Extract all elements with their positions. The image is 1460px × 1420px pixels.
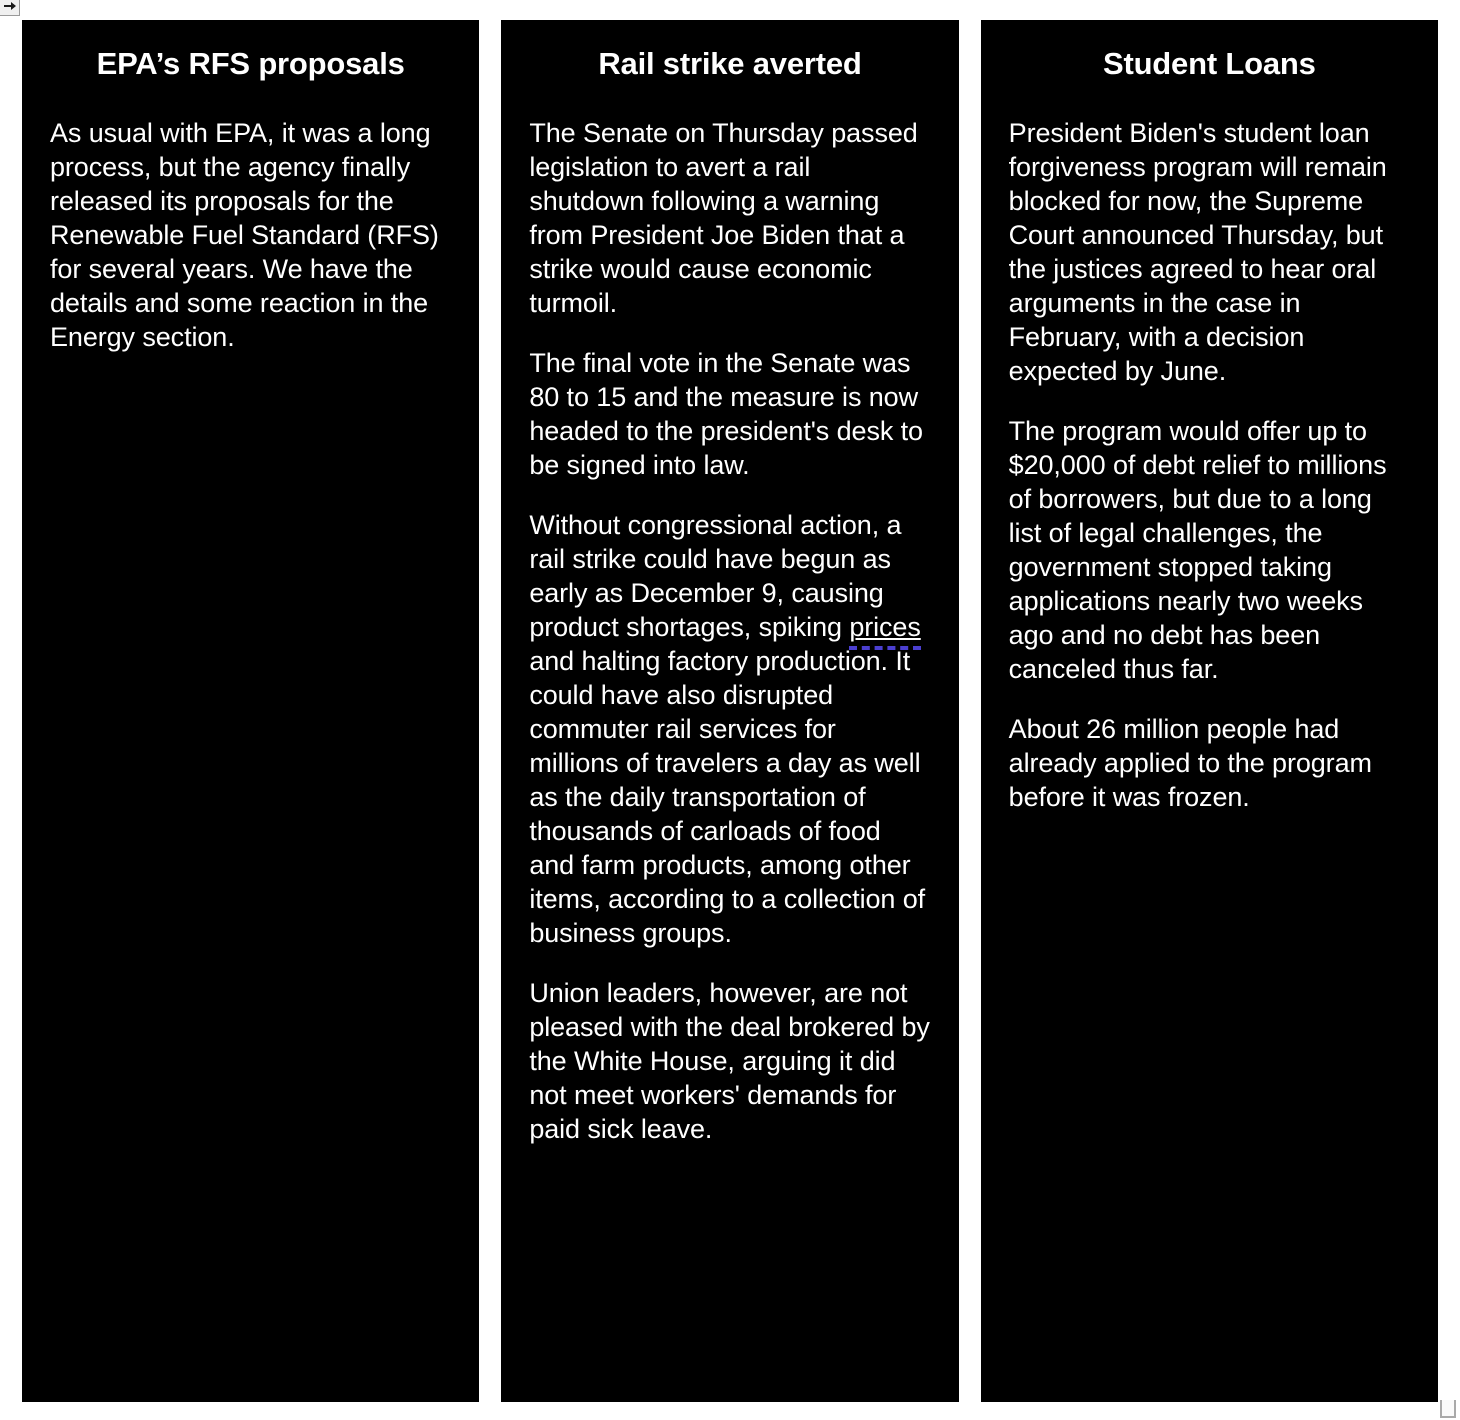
card-body <box>50 116 451 354</box>
paragraph-text: About 26 million people had already applied to the program before it was frozen. <box>1008 713 1372 812</box>
paragraph-loans-p2 <box>1009 414 1410 686</box>
paragraph-text: Without congressional action, a rail strike could have begun as early as December 9, causing product shortages, spiking <box>529 509 902 642</box>
arrow-right-icon <box>3 0 17 13</box>
paragraph-rail-p1 <box>529 116 930 320</box>
tab-indicator[interactable] <box>0 0 20 16</box>
paragraph-loans-p1 <box>1009 116 1410 388</box>
card-body <box>529 116 930 1146</box>
paragraph-rail-p4 <box>529 976 930 1146</box>
paragraph-text: The Senate on Thursday passed legislation to avert a rail shutdown following a warning from President Joe Biden that a strike would cause economic turmoil. <box>529 117 918 318</box>
paragraph-text: As usual with EPA, it was a long process, but the agency finally released its proposals for the Renewable Fuel Standard (RFS) for several years. We have the details and some reaction in the Energy section. <box>50 117 439 352</box>
card-title: EPA’s RFS proposals <box>96 46 405 81</box>
card-title: Rail strike averted <box>598 46 862 81</box>
paragraph-text: President Biden's student loan forgiveness program will remain blocked for now, the Supreme Court announced Thursday, but the justices agreed to hear oral arguments in the case in February, with a decision expected by June. <box>1008 117 1387 386</box>
newsletter-columns <box>22 20 1438 1402</box>
column-divider <box>487 20 493 1402</box>
resize-handle-icon[interactable] <box>1440 1400 1456 1418</box>
paragraph-text: The final vote in the Senate was 80 to 15 and the measure is now headed to the president's desk to be signed into law. <box>529 347 923 480</box>
column-divider <box>967 20 973 1402</box>
card-title: Student Loans <box>1102 46 1316 81</box>
paragraph-text: The program would offer up to $20,000 of debt relief to millions of borrowers, but due to a long list of legal challenges, the government stopped taking applications nearly two weeks ago and no debt has been canceled thus far. <box>1008 415 1387 684</box>
news-card-rail-strike-averted <box>501 20 958 1402</box>
paragraph-loans-p3 <box>1009 712 1410 814</box>
paragraph-rail-p3 <box>529 508 930 950</box>
paragraph-epa-p1 <box>50 116 451 354</box>
paragraph-text: Union leaders, however, are not pleased with the deal brokered by the White House, arguing it did not meet workers' demands for paid sick leave. <box>529 978 930 1145</box>
news-card-student-loans <box>981 20 1438 1402</box>
news-card-epa-rfs-proposals <box>22 20 479 1402</box>
paragraph-rail-p2 <box>529 346 930 482</box>
card-body <box>1009 116 1410 814</box>
annotated-term-link[interactable]: prices <box>849 611 921 642</box>
paragraph-text: and halting factory production. It could have also disrupted commuter rail services for millions of travelers a day as well as the daily transportation of thousands of carloads of food and farm products, among other items, according to a collection of business groups. <box>529 645 926 948</box>
